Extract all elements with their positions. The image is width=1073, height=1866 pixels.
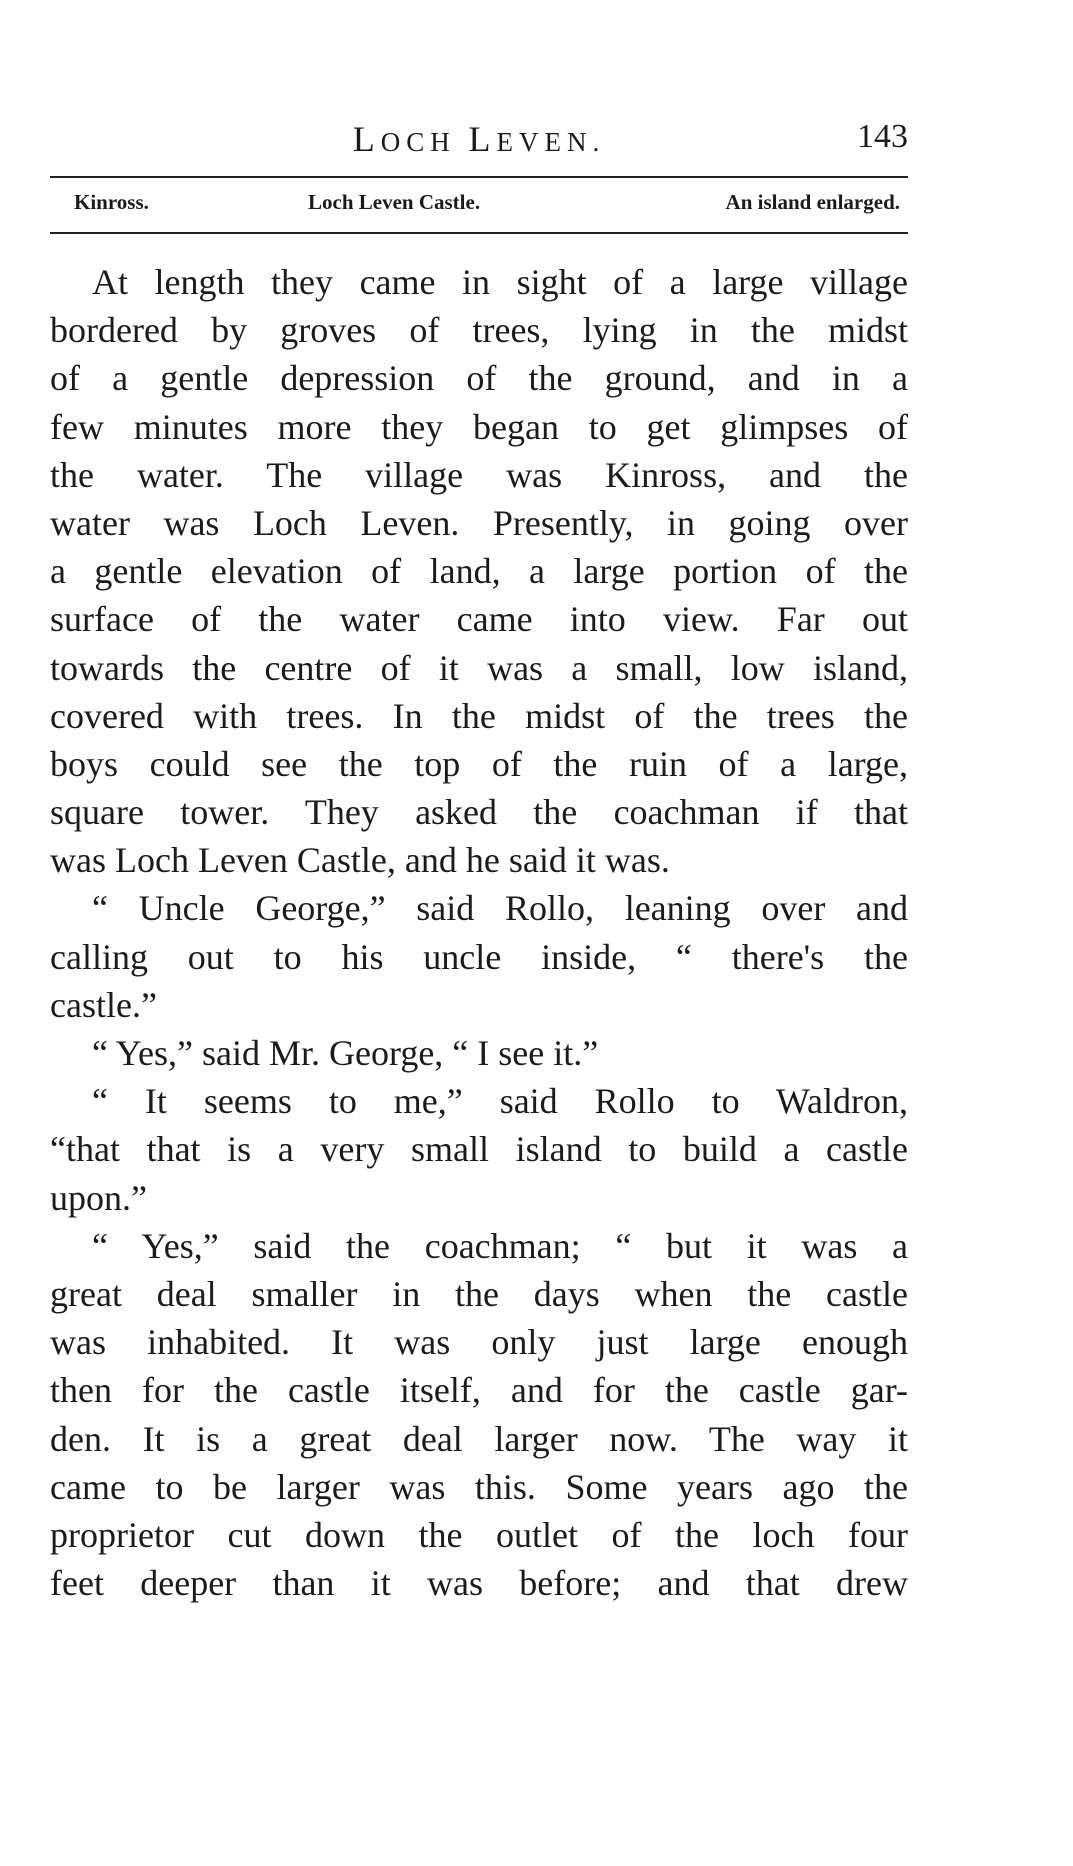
text-line: feet deeper than it was before; and that drew [50, 1563, 908, 1604]
text-line: calling out to his uncle inside, “ there's the [50, 936, 908, 977]
text-line: a gentle elevation of land, a large portion of the [50, 551, 908, 592]
text-line: At length they came in sight of a large village [92, 262, 908, 302]
text-line: was Loch Leven Castle, and he said it was. [50, 840, 670, 881]
text-line: covered with trees. In the midst of the trees the [50, 695, 908, 736]
text-line: “ It seems to me,” said Rollo to Waldron, [92, 1081, 908, 1122]
chapter-title-part-2: EVEN. [496, 127, 606, 157]
header-rule-top [50, 176, 908, 178]
text-line: bordered by groves of trees, lying in the midst [50, 310, 908, 351]
text-line: “ Uncle George,” said Rollo, leaning over and [92, 888, 908, 929]
text-line: the water. The village was Kinross, and the [50, 454, 908, 495]
subheadings [50, 190, 908, 220]
text-line: was inhabited. It was only just large enough [50, 1322, 908, 1363]
running-head [50, 118, 908, 162]
chapter-title-initial-2: L [468, 119, 497, 159]
text-line: great deal smaller in the days when the castle [50, 1273, 908, 1314]
text-line: few minutes more they began to get glimpses of [50, 406, 908, 447]
chapter-title [50, 118, 908, 160]
text-line: water was Loch Leven. Presently, in going over [50, 502, 908, 543]
text-line: came to be larger was this. Some years ago the [50, 1466, 908, 1507]
subheading-left: Kinross. [74, 190, 149, 214]
text-line: of a gentle depression of the ground, and in a [50, 358, 908, 399]
subheading-center: Loch Leven Castle. [308, 190, 481, 214]
text-line: “that that is a very small island to build a castle [50, 1129, 908, 1170]
chapter-title-part-1: OCH [380, 127, 469, 157]
text-line: surface of the water came into view. Far out [50, 599, 908, 640]
text-line: “ Yes,” said the coachman; “ but it was a [92, 1225, 908, 1266]
text-line: castle.” [50, 984, 157, 1025]
text-line: towards the centre of it was a small, low island, [50, 647, 908, 688]
header-rule-bottom [50, 232, 908, 234]
text-line: den. It is a great deal larger now. The way it [50, 1418, 908, 1459]
text-line: boys could see the top of the ruin of a large, [50, 743, 908, 784]
text-line: then for the castle itself, and for the castle gar- [50, 1370, 908, 1411]
page-number: 143 [857, 118, 908, 155]
chapter-title-initial-1: L [352, 119, 381, 159]
subheading-right: An island enlarged. [725, 190, 900, 214]
text-line: upon.” [50, 1177, 147, 1218]
text-line: proprietor cut down the outlet of the loch four [50, 1514, 908, 1555]
body-text [50, 258, 908, 1607]
text-line: “ Yes,” said Mr. George, “ I see it.” [92, 1033, 599, 1073]
text-line: square tower. They asked the coachman if that [50, 792, 908, 833]
